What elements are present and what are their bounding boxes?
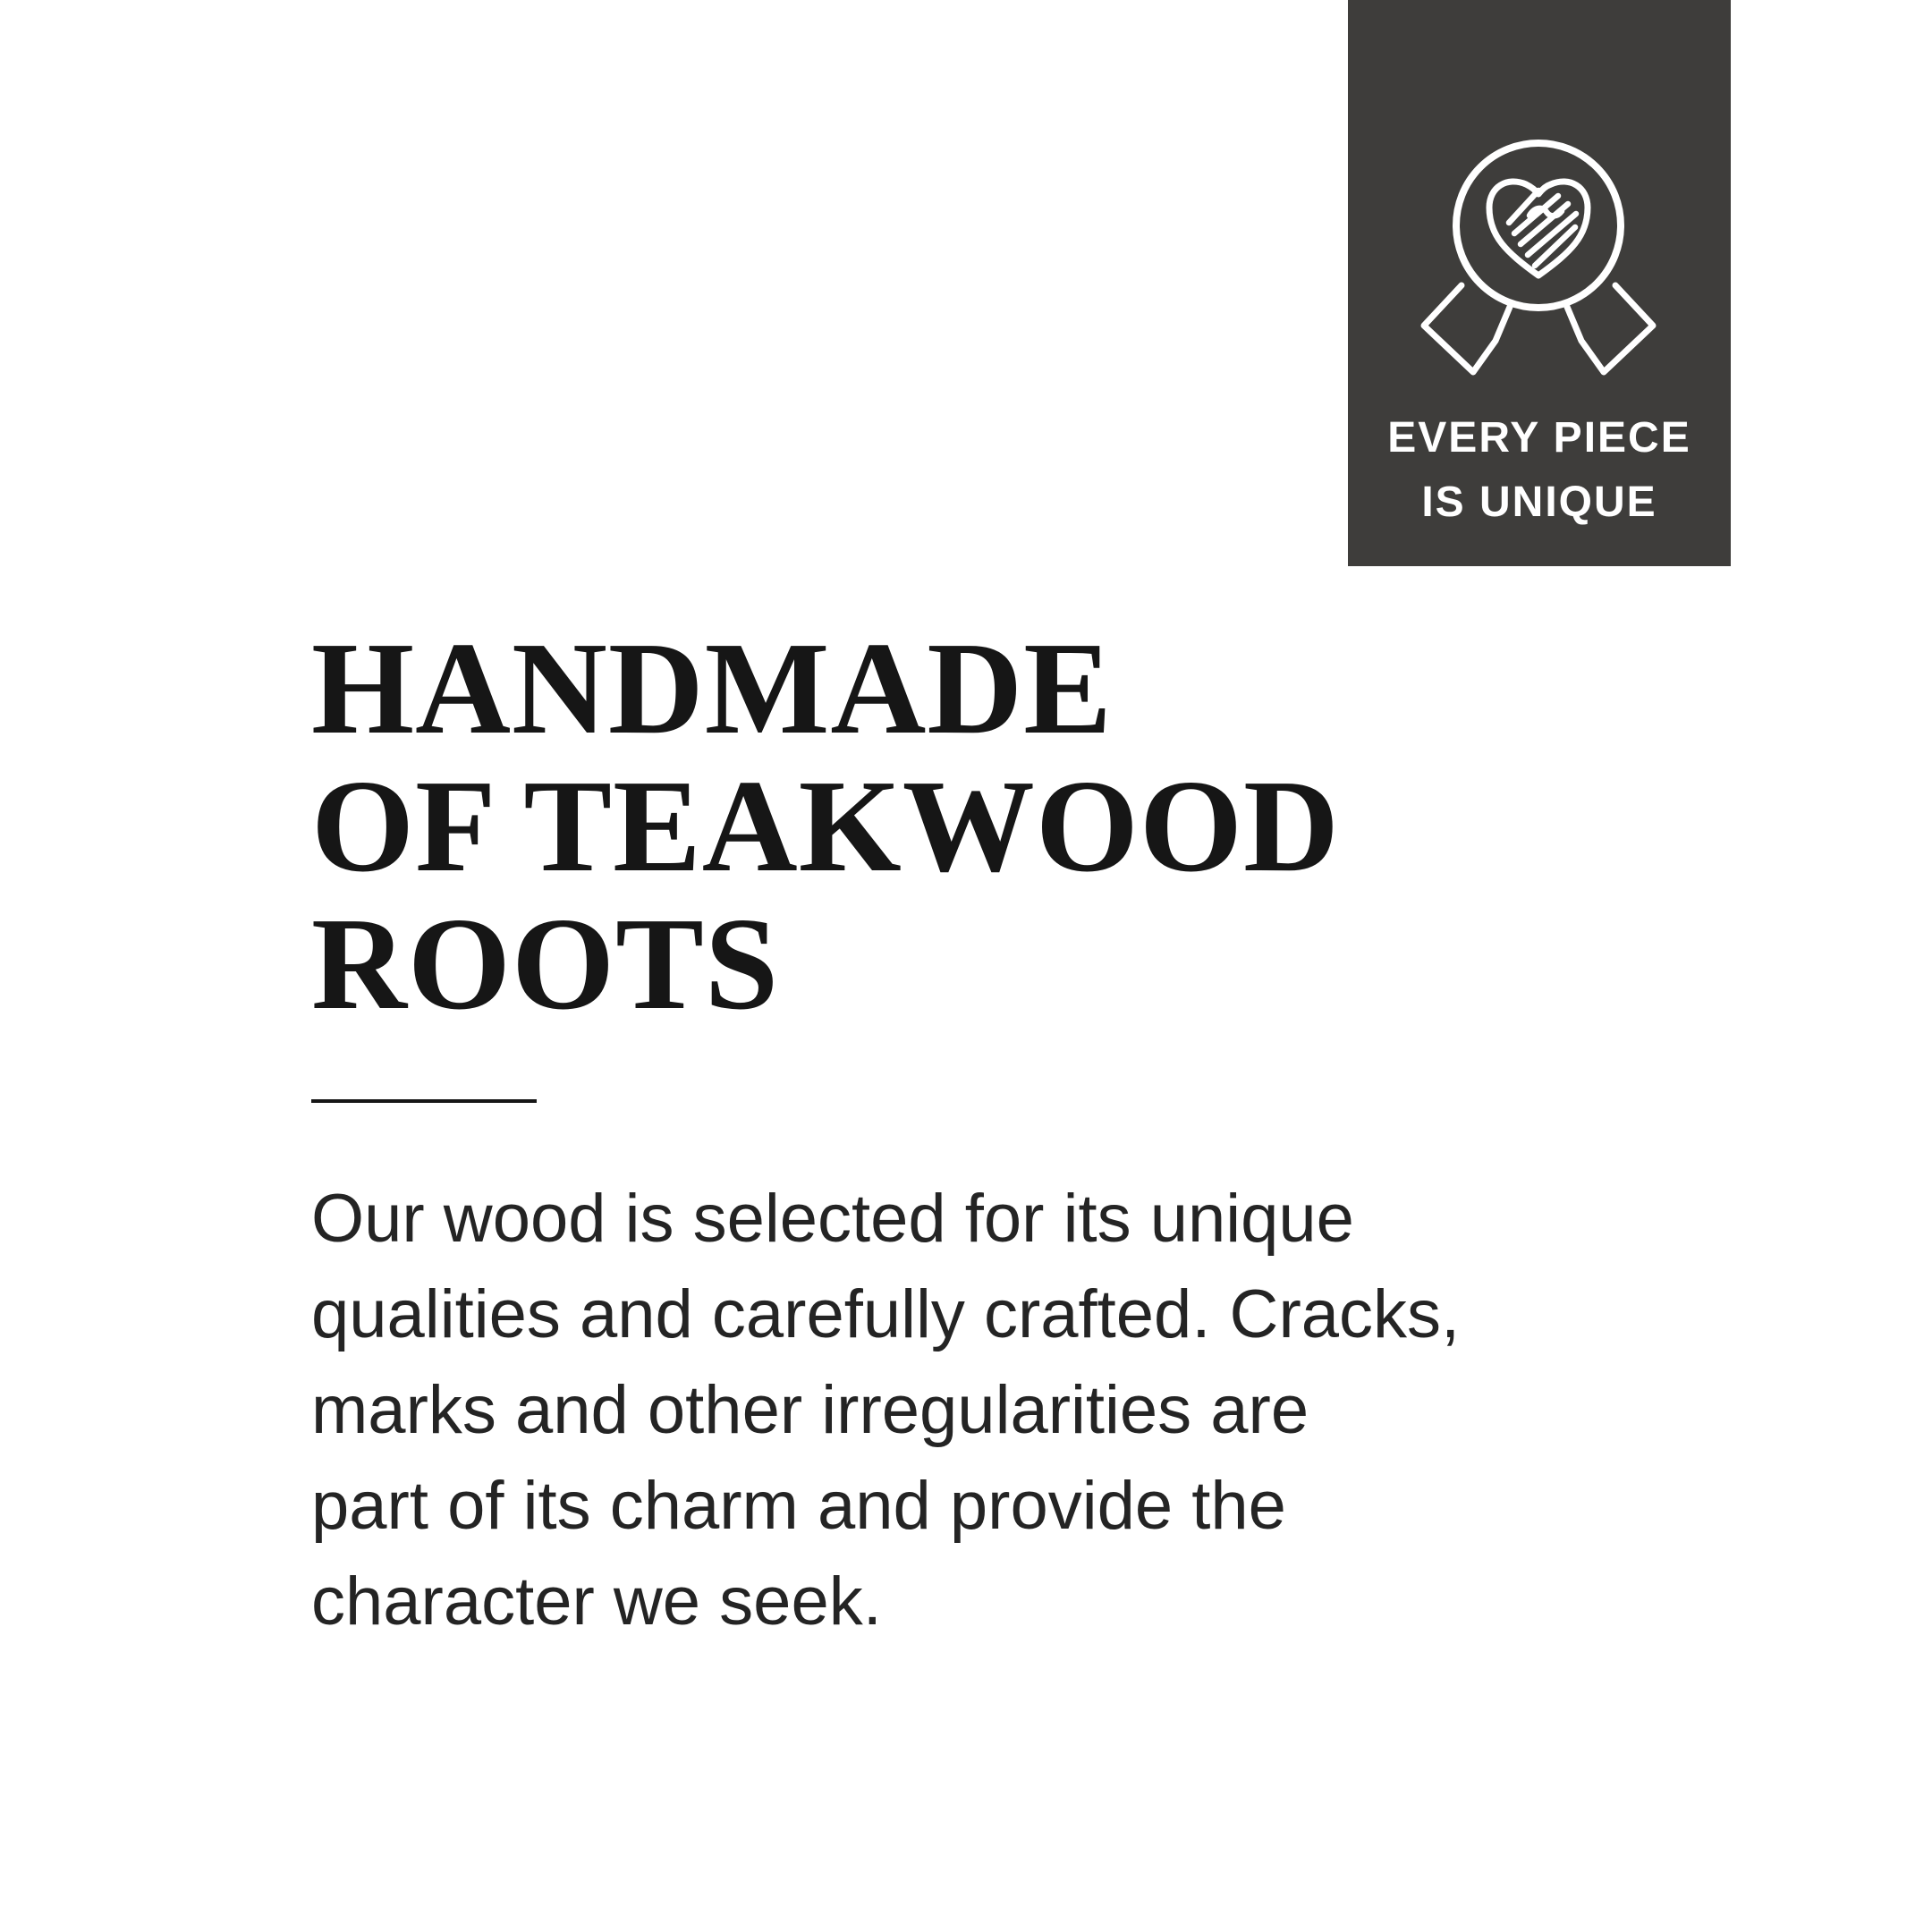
page-title-line2: OF TEAKWOOD: [311, 753, 1340, 900]
page-title-line3: ROOTS: [311, 891, 780, 1038]
badge-caption-line1: EVERY PIECE: [1387, 414, 1691, 462]
description-line: marks and other irregularities are: [311, 1372, 1309, 1448]
page-title: [311, 615, 1340, 1038]
description-line: part of its charm and provide the: [311, 1468, 1286, 1544]
description-line: qualities and carefully crafted. Cracks,: [311, 1276, 1461, 1352]
description-line: Our wood is selected for its unique: [311, 1181, 1354, 1257]
description-text: [311, 1171, 1460, 1649]
badge-caption: [1348, 406, 1731, 535]
description-line: character we seek.: [311, 1563, 882, 1640]
badge-caption-line2: IS UNIQUE: [1421, 479, 1657, 526]
award-ribbon-heart-hand-icon: [1404, 72, 1682, 411]
page-title-line1: HANDMADE: [311, 615, 1113, 762]
divider-line: [311, 1099, 537, 1103]
unique-badge: [1348, 0, 1731, 566]
